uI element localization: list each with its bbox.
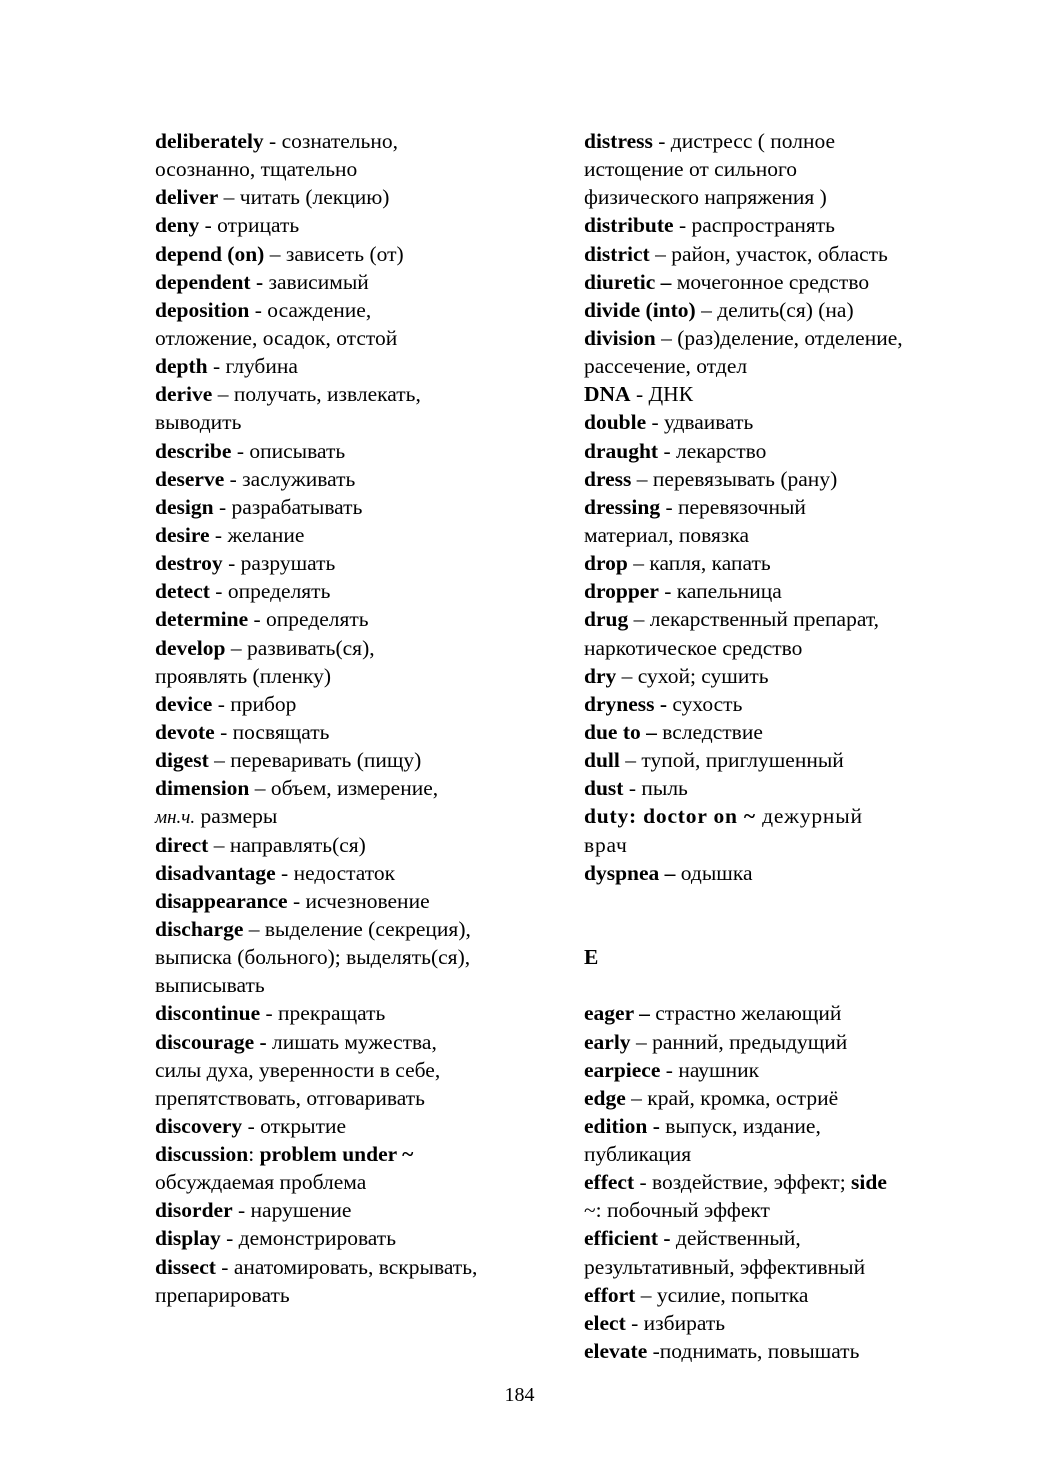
translation: рассечение, отдел [584,354,748,379]
headword: effort [584,1282,636,1307]
translation: - недостаток [275,860,396,885]
dictionary-line [584,718,974,746]
translation: - заслуживать [224,466,356,491]
dictionary-line [584,324,974,352]
dictionary-line [584,1056,974,1084]
dictionary-line [155,127,535,155]
dictionary-line [155,774,535,802]
translation: – объем, измерение, [249,776,439,801]
translation: - исчезновение [287,888,430,913]
translation: физического напряжения ) [584,185,827,210]
headword: discussion [155,1142,249,1167]
translation: - разрабатывать [213,494,363,519]
dictionary-line [584,1028,974,1056]
dictionary-line [584,127,974,155]
dictionary-line [155,211,535,239]
dictionary-line [584,690,974,718]
headword: develop [155,635,226,660]
translation: - анатомировать, вскрывать, [215,1254,478,1279]
translation: – зависеть (от) [264,241,404,266]
translation: - прибор [212,691,297,716]
dictionary-line [155,521,535,549]
dictionary-line [155,1112,535,1140]
translation: : [248,1142,260,1167]
translation: - посвящать [214,719,330,744]
translation: страстно желающий [649,1001,842,1026]
headword: deliberately [155,129,264,153]
dictionary-line [155,352,535,380]
translation: – (раз)деление, отделение, [655,325,903,350]
headword: describe [155,438,232,463]
headword: destroy [155,551,223,576]
headword: due to – [584,719,657,744]
headword: disorder [155,1198,233,1223]
translation: – читать (лекцию) [218,185,390,210]
dictionary-line [155,380,535,408]
headword: dimension [155,776,250,801]
headword: display [155,1226,221,1251]
translation: - нарушение [232,1198,352,1223]
translation: - прекращать [260,1001,386,1026]
translation: – капля, капать [627,551,771,576]
dictionary-line [584,437,974,465]
headword: edge [584,1085,626,1110]
dictionary-line [584,1112,974,1140]
dictionary-line [155,577,535,605]
headword: device [155,691,213,716]
translation: - избирать [625,1310,726,1335]
translation: -поднимать, повышать [647,1339,860,1364]
headword: division [584,325,656,350]
translation: сухость [672,691,743,716]
translation: – усилие, попытка [635,1282,809,1307]
left-column [155,127,535,1309]
translation: - пыль [623,776,688,801]
headword: deliver [155,185,219,210]
dictionary-line [155,999,535,1027]
headword: efficient - [584,1226,671,1251]
translation: дежурный [755,804,863,829]
dictionary-line [584,465,974,493]
dictionary-line [584,1281,974,1309]
headword: disadvantage [155,860,276,885]
headword: discourage - [155,1029,273,1054]
translation: – выделение (секреция), [243,916,471,941]
headword: eager – [584,1001,650,1026]
dictionary-line [155,296,535,324]
headword: drop [584,551,628,576]
dictionary-line [155,1084,535,1112]
translation: вследствие [656,719,763,744]
headword: deposition [155,297,250,322]
headword: edition - [584,1113,660,1138]
dictionary-line [584,1309,974,1337]
translation: - распространять [673,213,835,238]
translation: – лекарственный препарат, [628,607,879,632]
headword: E [584,945,599,970]
translation: - удваивать [646,410,754,435]
translation: врач [584,832,628,857]
translation: отложение, осадок, отстой [155,325,398,350]
dictionary-line [584,1084,974,1112]
translation: – ранний, предыдущий [630,1029,848,1054]
dictionary-line [155,183,535,211]
translation: силы духа, уверенности в себе, [155,1057,441,1082]
dictionary-line [584,493,974,521]
translation: материал, повязка [584,522,750,547]
abbreviation: мн.ч. [155,807,196,829]
translation: препятствовать, отговаривать [155,1085,425,1110]
translation: - лекарство [658,438,767,463]
dictionary-line [584,296,974,324]
dictionary-line [155,465,535,493]
dictionary-line [155,1196,535,1224]
dictionary-line [155,634,535,662]
headword: drug [584,607,629,632]
headword: dust [584,776,624,801]
translation: - капельница [658,579,782,604]
dictionary-line [584,1253,974,1281]
dictionary-line [584,211,974,239]
headword: diuretic – [584,269,672,294]
dictionary-line [584,605,974,633]
dictionary-line [155,605,535,633]
dictionary-line [155,943,535,971]
translation: выписывать [155,973,265,998]
headword: digest [155,748,209,773]
translation: наркотическое средство [584,635,803,660]
dictionary-line [584,746,974,774]
dictionary-line [155,437,535,465]
dictionary-line [584,352,974,380]
dictionary-line [584,802,974,830]
translation: – сухой; сушить [616,663,769,688]
dictionary-line [155,662,535,690]
dictionary-line [584,1196,974,1224]
dictionary-line [584,887,974,915]
translation: мочегонное средство [671,269,870,294]
translation: - отрицать [199,213,300,238]
headword: early [584,1029,631,1054]
translation: проявлять (пленку) [155,663,332,688]
dictionary-line [584,662,974,690]
headword: determine [155,607,249,632]
dictionary-line [584,971,974,999]
dictionary-line [584,1168,974,1196]
headword: dropper [584,579,659,604]
translation: - демонстрировать [220,1226,396,1251]
translation: – развивать(ся), [225,635,375,660]
dictionary-line [584,183,974,211]
translation: выводить [155,410,242,435]
translation: – получать, извлекать, [212,382,421,407]
dictionary-line [155,1281,535,1309]
translation: – направлять(ся) [208,832,366,857]
dictionary-line [584,774,974,802]
dictionary-line [155,690,535,718]
dictionary-line [584,268,974,296]
translation: - дистресс ( полное [652,129,836,153]
dictionary-line [155,971,535,999]
dictionary-line [155,1140,535,1168]
translation: одышка [675,860,753,885]
dictionary-line [155,859,535,887]
translation: - открытие [242,1113,347,1138]
headword: dull [584,748,620,773]
dictionary-line [584,240,974,268]
translation: выпуск, издание, [659,1113,821,1138]
dictionary-line [584,408,974,436]
dictionary-line [584,915,974,943]
translation: результативный, эффективный [584,1254,866,1279]
dictionary-line [155,155,535,183]
dictionary-line [584,155,974,183]
dictionary-line [155,408,535,436]
dictionary-line [584,1224,974,1252]
translation: - перевязочный [660,494,806,519]
headword: dissect [155,1254,216,1279]
headword: earpiece [584,1057,661,1082]
translation: - желание [209,522,305,547]
translation: - осаждение, [249,297,372,322]
translation: - разрушать [222,551,336,576]
headword: elevate [584,1339,648,1364]
headword: problem under ~ [259,1142,414,1167]
translation: публикация [584,1142,692,1167]
headword: dependent - [155,269,269,294]
dictionary-line [155,718,535,746]
dictionary-line [155,493,535,521]
translation: выписка (больного); выделять(ся), [155,945,471,970]
headword: deserve [155,466,225,491]
translation: осознанно, тщательно [155,157,358,182]
dictionary-line [155,831,535,859]
headword: discharge [155,916,244,941]
dictionary-line [155,1028,535,1056]
dictionary-line [584,577,974,605]
translation: зависимый [268,269,369,294]
translation: - воздействие, эффект; [634,1170,852,1195]
headword: side [851,1170,887,1195]
headword: dyspnea – [584,860,676,885]
translation: размеры [195,804,278,829]
dictionary-line [584,1337,974,1365]
dictionary-line [584,380,974,408]
headword: elect [584,1310,626,1335]
headword: dressing [584,494,661,519]
translation: - ДНК [630,382,694,407]
headword: devote [155,719,215,744]
translation: - описывать [231,438,346,463]
headword: discovery [155,1113,243,1138]
right-column [584,127,974,1365]
headword: discontinue [155,1001,261,1026]
dictionary-line [155,240,535,268]
headword: distribute [584,213,674,238]
translation: - сознательно, [263,129,398,153]
headword: depth [155,354,208,379]
headword: dry [584,663,617,688]
headword: effect [584,1170,635,1195]
dictionary-line [155,746,535,774]
translation: – район, участок, область [649,241,888,266]
translation: обсуждаемая проблема [155,1170,367,1195]
headword: divide (into) [584,297,696,322]
dictionary-line [155,1253,535,1281]
headword: dress [584,466,632,491]
dictionary-line [584,831,974,859]
dictionary-line [584,1140,974,1168]
headword: direct [155,832,209,857]
dictionary-line [155,1056,535,1084]
dictionary-line [584,943,974,971]
dictionary-line [155,802,535,830]
translation: препарировать [155,1282,290,1307]
dictionary-line [584,999,974,1027]
headword: duty: doctor on ~ [584,804,756,829]
translation: – перевязывать (рану) [631,466,838,491]
dictionary-line [155,268,535,296]
page-number: 184 [504,1384,535,1406]
dictionary-line [155,549,535,577]
dictionary-line [584,859,974,887]
translation: - глубина [207,354,298,379]
translation: - наушник [660,1057,760,1082]
headword: distress [584,129,653,153]
headword: deny [155,213,200,238]
headword: draught [584,438,659,463]
dictionary-line [584,634,974,662]
translation: - определять [248,607,369,632]
dictionary-line [584,549,974,577]
headword: DNA [584,382,631,407]
dictionary-line [584,521,974,549]
dictionary-line [155,1168,535,1196]
dictionary-line [155,915,535,943]
translation: – делить(ся) (на) [695,297,854,322]
translation: действенный, [670,1226,801,1251]
headword: disappearance [155,888,288,913]
headword: design [155,494,214,519]
headword: desire [155,522,210,547]
translation: лишать мужества, [272,1029,437,1054]
headword: double [584,410,647,435]
translation: – край, кромка, остриё [625,1085,839,1110]
headword: derive [155,382,213,407]
translation: – переваривать (пищу) [208,748,422,773]
headword: dryness - [584,691,673,716]
translation: ~: побочный эффект [584,1198,770,1223]
translation: истощение от сильного [584,157,798,182]
dictionary-line [155,887,535,915]
translation: - определять [209,579,331,604]
headword: detect [155,579,210,604]
headword: depend (on) [155,241,265,266]
dictionary-line [155,324,535,352]
dictionary-line [155,1224,535,1252]
translation: – тупой, приглушенный [619,748,844,773]
headword: district [584,241,650,266]
